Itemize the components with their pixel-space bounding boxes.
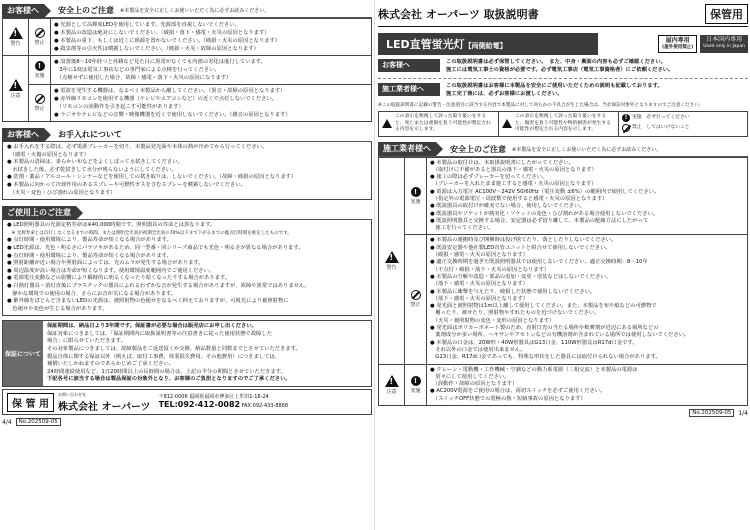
list-item: ● 紫外線をほとんど含まないLEDの光源は、被照射物の色褪せをなるべく抑えておりますが、可視光により被照射物に (7, 298, 289, 305)
list-item: この取扱説明書は必ず保管してください。 また、中身・裏面の内容も必ずご確認ください。 (446, 59, 666, 65)
prohibited-cell: 禁止 (405, 235, 427, 363)
warning-list (51, 19, 371, 55)
list-item: ● 本製品の運搬時及び開梱時は投げ捨てたり、落としたりしないでください。 (430, 237, 617, 244)
product-title-bar (378, 33, 598, 55)
list-item: ● 照射距離が近い場合や照射面によっては、光のムラが発生する場合があります。 (7, 260, 204, 267)
list-item: （破損・感電・火災の原因となります） (430, 252, 528, 259)
list-item: ● LED光源は、光色・明るさにバラツキがあるため、同一型番・同シリーズ商品でも光色・明るさが異なる場合があります。 (7, 244, 304, 251)
list-item: ● 電源は入力電圧 AC100V〜242V 50/60Hz（電圧変動 ±6%）の範囲内で使用してください。 (430, 188, 660, 195)
right-page (378, 0, 748, 530)
prohibited-icon (35, 28, 45, 38)
list-item: 覆ったり、被せたり、照射物やすれたものを近づけないでください。 (430, 310, 600, 317)
install-title: 安全上のご注意 (450, 144, 506, 154)
company-name: 株式会社 オーパーツ (57, 401, 151, 413)
customer-tab: お客様へ (378, 59, 440, 72)
page-number: 1/4 (738, 409, 748, 417)
japan-badge: 日本国内専用 Used only in Japan (700, 35, 748, 53)
list-item: （不点灯・破損・落下・火災の原因となります） (430, 266, 550, 273)
care-title: お手入れについて (58, 130, 122, 139)
installer-intro (378, 83, 748, 98)
install-warning-row (378, 157, 748, 365)
list-item: ● 既設器具やソケットが熱劣化・ソケットの変色・ひび割れがある場合使用しないでください。 (430, 210, 659, 217)
list-item: 補償いたしかねますのであらかじめご了承ください。 (47, 361, 175, 368)
list-item: その対象製品につきましては、故障製品をご返送頂くか交換、納品数量と同数までとさせていただきます。 (47, 346, 301, 353)
install-must-list (427, 158, 747, 235)
list-item: ● 白熱灯器具・消灯直後にプラスチックの器具によれるわずかな音が発生する場合がありますが、故障や異常ではありません。 (7, 282, 310, 289)
prohibited-icon (622, 124, 630, 132)
title-bar (378, 4, 748, 27)
warning-cell: ! 警告 (3, 19, 29, 55)
list-item: （リモコンの誤動作を引き起こす可能性があります） (54, 104, 184, 110)
must-cell: ! 実施 (29, 56, 51, 84)
caution-icon (385, 375, 399, 387)
list-item: 色褪せや変色が生じる場合があります。 (7, 305, 108, 312)
caution-cell: ! 注意 (3, 56, 29, 121)
list-item: 保証期間は、納品日より3年間です。保証書が必要な場合は販売店にお申し出ください。 (47, 323, 257, 330)
warranty-label: 保証について (3, 321, 43, 386)
page-footer (378, 409, 748, 417)
list-item: 製品自体に関する保証以外（例えば、取付工事費、休業損失費用、その他費用）につきましては、 (47, 353, 280, 360)
list-item: ● 発光面はポリカーボネート製のため、直射日光の当たる場所や軟膏剤が近辺にある場所などの (430, 325, 659, 332)
inquiry-label: お問い合わせ先 (57, 391, 86, 397)
warning-icon (9, 27, 23, 39)
list-item: ● 光源として高輝度LEDを使用しています。光源部を直視しないでください。 (54, 22, 240, 28)
list-item: ● 設置後8〜10年経つと外観など見た目に異常がなくても内部の劣化は進行しています。 (54, 59, 266, 65)
list-item: （ブレーカーを入れたまま施工すると感電・火災の原因となります） (430, 181, 597, 188)
use-list (2, 220, 372, 316)
page-number: 4/4 (2, 418, 12, 426)
prohibited-cell: 禁止 (29, 19, 51, 55)
use-header (2, 206, 372, 220)
install-caution-list (427, 365, 747, 405)
list-item: ● 本製品の取付けは、本取扱説明書にしたがってください。 (430, 159, 575, 166)
list-item: 静かな環境での使用の場合、さらにお音が気になる場合があります。 (7, 290, 177, 297)
install-note: ※本製品を安全に正しくお使いいただく為に必ずお読みください。 (512, 146, 662, 153)
product-sub: 【両側給電】 (464, 42, 507, 50)
prohibited-icon (411, 290, 421, 300)
caution-icon (502, 119, 512, 128)
must-icon: ! (411, 376, 421, 386)
list-item: ● 点灯時間・使用環境により、製品寿命が短くなる場合があります。 (7, 252, 172, 259)
list-item: 場合」に限らせていただきます。 (47, 338, 126, 345)
list-item: （取付けに不備があると器具の落下・感電・火災の原因となります） (430, 166, 597, 173)
list-item: 施工には電気工事士の資格が必要です。必ず電気工事店（電気工事資格者）にご依頼ください。 (446, 66, 674, 73)
list-item: ● お手入れをする際は、必ず電源ブレーカーを切り、本製品発光面や本体の熱が冷めてから行ってください。 (7, 144, 268, 150)
indoor-badge: 屋内専用 (屋外使用禁止) (658, 35, 697, 53)
doc-number: No.202509-05 (689, 409, 734, 417)
list-item: （落下・感電・火災の原因となります） (430, 295, 528, 302)
list-item: ● 既設器具の取付けが確実でない場合、使用しないでください。 (430, 203, 585, 210)
list-item: ※ 光源寿命とは点灯しなくなるまでの時間、または照明全光束が初期全光束の70%以下まで下がるまでの総点灯時間を推定したものです。 (7, 230, 292, 236)
list-item: ● 適正交換時期を過ぎた既設照明器具では使用しないでください。適正交換時期：8〜10年 (430, 259, 648, 266)
must-icon: ! (411, 187, 421, 197)
keep-badge: 保管用 (705, 4, 748, 24)
list-item: 水拭きした後、必ず乾拭きして水分が残らないようにしてください。 (7, 166, 177, 173)
list-item: G13口金、R17d口金であっても、特殊な形状をした器具には取付けられない場合があります。 (430, 354, 661, 361)
list-item: 下記各号に該当する場合は製品保証の対象外となり、お客様のご負担となりますのでご了承ください。 (47, 376, 291, 383)
divider (378, 78, 748, 79)
list-item: （点検せずに使用した場合、故障・感電・落下・火災の原因になります） (54, 75, 232, 81)
list-item: ● 本製品の改造は絶対にしないでください。（破損・落下・感電・火災の原因となります） (54, 30, 270, 36)
warranty-section (2, 320, 372, 387)
caution-list (51, 85, 371, 121)
list-item: 保証対象につきましては、「保証期間内に取扱説明書等の注意書きに従った使用状態で故障した (47, 330, 273, 337)
list-item: （火災・変色・ひび割れの原因となります） (7, 189, 116, 196)
must-icon: ! (35, 61, 45, 71)
customer-intro (378, 59, 748, 74)
list-item: ● 既設照明器具と交換する場合、安定器は必ず切り離して、本製品の配線方法にしたがって (430, 217, 649, 224)
list-item: ● 本製品の清掃は、柔らかい布などをよくしぼって水拭きしてください。 (7, 159, 183, 166)
list-item: 施工を行ってください。 (430, 225, 494, 232)
list-item: 施工完了後には、必ずお客様にお渡しください。 (446, 90, 563, 97)
caution-cell: ! 注意 (379, 365, 405, 405)
list-item: ● 本製品に衝撃を与えたり、破損した状態で使用しないでください。 (430, 288, 596, 295)
must-cell: ! 実施 (405, 365, 427, 405)
doc-number: No.202509-05 (16, 418, 61, 426)
list-item: ● 電源電圧変動などの影響により瞬時的に明るくなったり暗くなったりする場合があります。 (7, 275, 231, 282)
use-tab: ご使用上のご注意 (2, 206, 76, 220)
warning-icon (385, 251, 399, 263)
list-item: 3年に1度は電気工事店などの専門家による点検を行ってください。 (54, 67, 220, 73)
list-item: （火災・被照射物の変色・変形の原因となります） (430, 317, 555, 324)
install-no-list (427, 235, 747, 363)
list-item: 別々にして使用してください。 (430, 373, 510, 380)
install-tab: 施工業者様へ (378, 142, 436, 156)
list-item: ● 既設安定器や他社製LED直管ユニットと組合せて使用しないでください。 (430, 244, 611, 251)
list-item: ● 本製品に向かって冷却作用のあるスプレーや可燃性ガスを含むスプレーを噴霧しないでください。 (7, 181, 246, 188)
safety-tab: お客様へ (2, 4, 44, 18)
list-item: ● 電波を発生する機器は、なるべく本製品から離してください。（異音・故障の原因となります） (54, 88, 286, 94)
symbol-legend: この表示を無視して誤った取り扱いをすると、死亡または重傷を負う可能性が想定される内容を示します。 この表示を無視して誤った取り扱いをすると、傷害を負う可能性や物的損害が発生する可能性が想定される内容を示します。 ! 実施 必ず行ってください 禁止 してはいけないこと (378, 111, 748, 137)
list-item: ● 洗剤・薬品・アルコール・シンナーなどを使用しての拭き取りは、しないでください。（故障・破損の原因となります） (7, 174, 297, 181)
safety-title: 安全上のご注意 (58, 6, 114, 15)
list-item: ● 発光面と被照射物は1m以上離して使用してください。また、本製品を布や紙などの可燃物で (430, 303, 657, 310)
caution-row (2, 56, 372, 122)
warranty-list (43, 321, 371, 386)
list-item: ● ラジオやテレビなどの音響・映像機器を近くで使用しないでください。（雑音の原因となります） (54, 112, 291, 118)
page-footer (2, 418, 372, 426)
install-header (378, 143, 748, 157)
list-item: ● 本製品の重下、もしくは近くに熱源を置かないでください。（破損・火災の原因となります） (54, 38, 281, 44)
brand-title: 株式会社 オーパーツ 取扱説明書 (378, 8, 539, 21)
safety-header (2, 4, 372, 18)
list-item: （落下・感電・火災の原因となります） (430, 281, 528, 288)
list-item: （誤動作・故障の原因となります） (430, 381, 518, 388)
company-footer (2, 389, 372, 415)
left-page (2, 0, 372, 530)
safety-note: ※本製品を安全に正しくお使いいただく為に必ずお読みください。 (120, 8, 270, 14)
list-item: （感電・火傷の原因となります） (7, 151, 90, 158)
installer-tab: 施工業者様へ (378, 83, 440, 96)
list-item: ● 施工の際は必ずブレーカーを切ってください。 (430, 174, 548, 181)
company-fax: FAX:092-433-8868 (241, 403, 289, 410)
must-icon: ! (622, 114, 630, 122)
list-item: ● 周辺温度が高い場合は寿命が短くなります。使用環境温度範囲内でご使用ください。 (7, 267, 215, 274)
list-item: それ以外の口金では使用出来ません。 (430, 346, 526, 353)
list-item: ● 赤外線リモコンを使用する機器（テレビやエアコンなど）の近くで点灯しないでください。 (54, 96, 278, 102)
care-header (2, 128, 372, 142)
list-item: ● LED照明器具の光源定格寿命は※40,000時間です。照明器具の寿命とは異なります。 (7, 222, 216, 229)
product-row (378, 33, 748, 55)
list-item: （スイッチOFF状態での電極の熱・短絡事故の原因となります） (430, 395, 586, 402)
list-item: （指定外の電源電圧・周波数で使用すると感電・火災の原因となります） (430, 195, 608, 202)
legend-note: ※この取扱説明書に記載の警告・注意項目に該当する内容で本製品に対して何らかの不具合が生じた場合は、当社保証対象外となりますのでご注意ください。 (378, 103, 704, 108)
list-item: ● 本製品の口金は、20W形・40W形器具はG13口金、110W形器具はR17d口金です。 (430, 339, 638, 346)
warning-row (2, 18, 372, 56)
page-fold-line (374, 0, 375, 530)
care-list (2, 142, 372, 200)
caution-icon (9, 79, 23, 91)
care-tab: お客様へ (2, 128, 44, 142)
list-item: 薬剤成分が多い場所、ヘキサンやアセトンなどの有機溶剤が含まれている場所では使用しないでください。 (430, 332, 690, 339)
caution-must-list (51, 56, 371, 84)
list-item: ● 殺虫剤等の引火性は噴霧しないでください。（破損・火災・故障の原因となります） (54, 46, 259, 52)
warning-cell: ! 警告 (379, 158, 405, 364)
keep-badge: 保 管 用 (7, 393, 54, 412)
warning-icon (382, 119, 392, 128)
prohibited-icon (35, 94, 45, 104)
list-item: ● 点灯時間・使用環境により、製品寿命が短くなる場合があります。 (7, 237, 172, 244)
company-tel: TEL:092-412-0082 (158, 400, 241, 410)
list-item: 24時間連続使用など、1日20時間以上の長時間の場合は、上記の半分の期間とさせていただきます。 (47, 368, 286, 375)
list-item: ● AC200V電源をご使用の場合は、両切スイッチを必ずご使用ください。 (430, 388, 606, 395)
install-caution-row (378, 365, 748, 406)
product-title: LED直管蛍光灯 (386, 38, 465, 51)
prohibited-cell: 禁止 (29, 85, 51, 121)
list-item: ● クレーン・電動機・工作機械・空調などの動力系電源（三相交流）と本製品の電源は (430, 366, 638, 373)
company-address: 〒812-0006 福岡県福岡市博多区上牟田1-18-24 (158, 394, 269, 401)
list-item: この取扱説明書はお客様に本製品を安全にご使用いただくための説明も記載しております。 (446, 83, 663, 89)
must-cell: ! 実施 (405, 158, 427, 235)
list-item: ● 本製品の分解や改造・部品の追加・変更・塗装などはしないでください。 (430, 273, 612, 280)
